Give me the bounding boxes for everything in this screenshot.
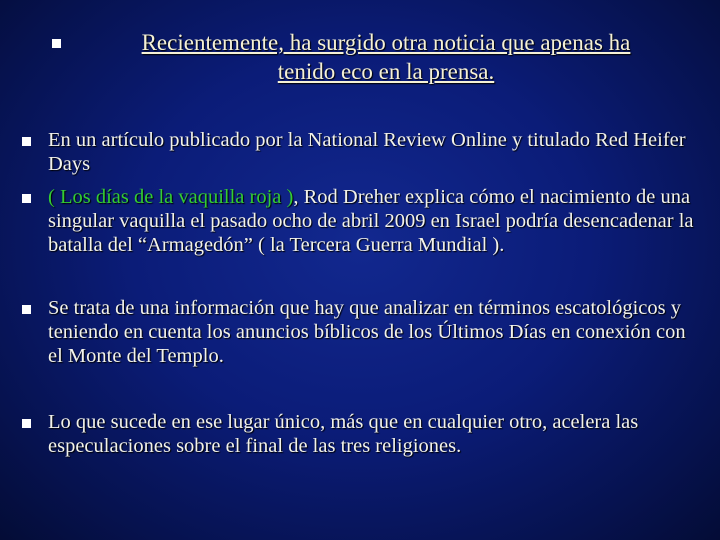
list-item-text [48, 185, 698, 257]
square-bullet-icon [52, 39, 61, 48]
list-item-text-rest: , Rod Dreher explica cómo el nacimiento de una singular vaquilla el pasado ocho de abril 2009 en Israel podría desencadenar la batalla del “Armagedón” ( la Tercera Guerra Mundial ). [48, 186, 694, 256]
list-item-text: Se trata de una información que hay que analizar en términos escatológicos y teniendo en cuenta los anuncios bíblicos de los Últimos Días en conexión con el Monte del Templo. [48, 297, 686, 367]
square-bullet-icon [22, 305, 31, 314]
title-line-2: tenido eco en la prensa. [277, 59, 495, 84]
title-text [76, 28, 696, 86]
square-bullet-icon [22, 137, 31, 146]
title-line-1: Recientemente, ha surgido otra noticia que apenas ha [141, 30, 631, 55]
square-bullet-icon [22, 194, 31, 203]
highlighted-text: ( Los días de la vaquilla roja ) [48, 186, 294, 208]
list-item-text: En un artículo publicado por la National Review Online y titulado Red Heifer Days [48, 129, 686, 175]
list-item-text: Lo que sucede en ese lugar único, más que en cualquier otro, acelera las especulaciones sobre el final de las tres religiones. [48, 411, 639, 457]
square-bullet-icon [22, 419, 31, 428]
